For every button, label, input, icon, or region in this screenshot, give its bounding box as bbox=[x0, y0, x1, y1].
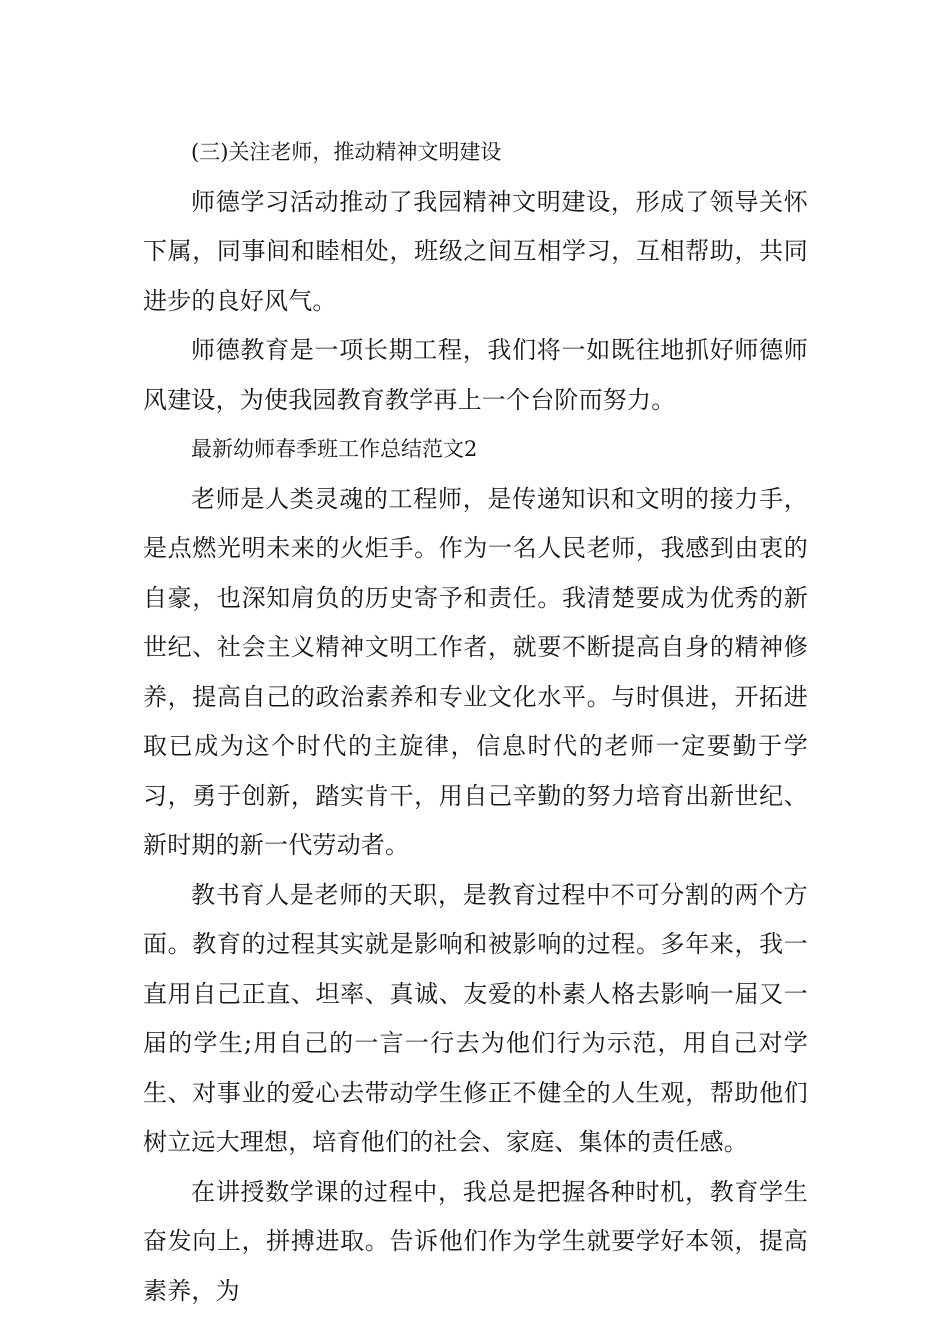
paragraph-spiritual-civilization: 师德学习活动推动了我园精神文明建设，形成了领导关怀下属，同事间和睦相处，班级之间互相学习，互相帮助，共同进步的良好风气。 bbox=[143, 187, 808, 315]
section-heading-summary-2: 最新幼师春季班工作总结范文2 bbox=[191, 437, 478, 461]
paragraph-math-class: 在讲授数学课的过程中，我总是把握各种时机，教育学生奋发向上，拼搏进取。告诉他们作为学生就要学好本领，提高素养，为 bbox=[143, 1177, 808, 1305]
paragraph-teaching-and-educating: 教书育人是老师的天职，是教育过程中不可分割的两个方面。教育的过程其实就是影响和被影响的过程。多年来，我一直用自己正直、坦率、真诚、友爱的朴素人格去影响一届又一届的学生;用自己的一言一行去为他们行为示范，用自己对学生、对事业的爱心去带动学生修正不健全的人生观，帮助他们树立远大理想，培育他们的社会、家庭、集体的责任感。 bbox=[143, 880, 808, 1156]
paragraph-long-term-project: 师德教育是一项长期工程，我们将一如既往地抓好师德师风建设，为使我园教育教学再上一个台阶而努力。 bbox=[143, 336, 808, 414]
section-heading-attention-teachers: (三)关注老师，推动精神文明建设 bbox=[191, 140, 502, 164]
document-body bbox=[143, 128, 808, 1316]
paragraph-teacher-role: 老师是人类灵魂的工程师，是传递知识和文明的接力手，是点燃光明未来的火炬手。作为一名人民老师，我感到由衷的自豪，也深知肩负的历史寄予和责任。我清楚要成为优秀的新世纪、社会主义精神文明工作者，就要不断提高自身的精神修养，提高自己的政治素养和专业文化水平。与时俱进，开拓进取已成为这个时代的主旋律，信息时代的老师一定要勤于学习，勇于创新，踏实肯干，用自己辛勤的努力培育出新世纪、新时期的新一代劳动者。 bbox=[143, 484, 808, 859]
